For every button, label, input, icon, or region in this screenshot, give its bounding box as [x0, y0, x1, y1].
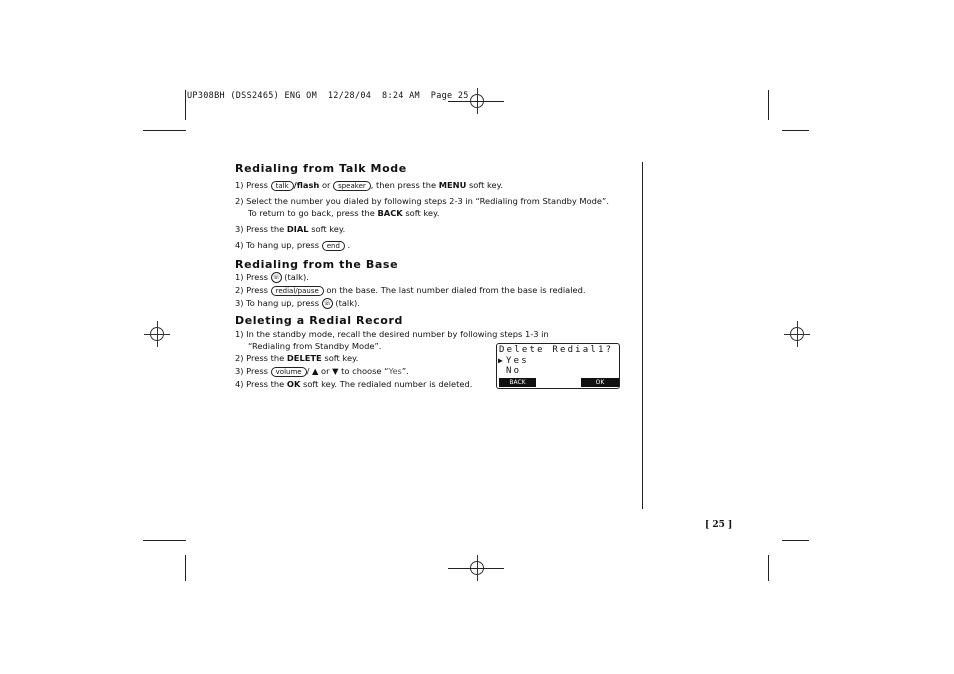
step-2: 2) Press the DELETE soft key.	[235, 353, 359, 363]
step-2-cont: To return to go back, press the BACK soft key.	[248, 208, 440, 218]
crop-mark	[768, 555, 769, 581]
section-title-base: Redialing from the Base	[235, 258, 399, 271]
section-title-talk-mode: Redialing from Talk Mode	[235, 162, 407, 175]
talk-button-icon: ☏	[323, 300, 331, 307]
lcd-option-yes: Yes	[506, 356, 529, 366]
step-2: 2) Press redial/pause on the base. The last number dialed from the base is redialed.	[235, 285, 586, 295]
speaker-key-icon: speaker	[333, 181, 371, 191]
step-1: 1) In the standby mode, recall the desired number by following steps 1-3 in	[235, 329, 549, 339]
print-slug-header: UP308BH (DSS2465) ENG OM 12/28/04 8:24 AM Page 25	[187, 91, 469, 101]
lcd-softkey-ok: OK	[581, 378, 619, 387]
step-1: 1) Press talk /flash or speaker , then press the MENU soft key.	[235, 180, 503, 190]
page-number: [ 25 ]	[705, 520, 733, 530]
registration-mark-right	[784, 321, 810, 347]
step-3: 3) Press the DIAL soft key.	[235, 224, 346, 234]
step-4: 4) To hang up, press end .	[235, 240, 351, 250]
lcd-title: Delete Redial1?	[499, 345, 614, 355]
end-key-icon: end	[322, 241, 345, 251]
redial-pause-key-icon: redial/pause	[271, 286, 324, 296]
lcd-display	[496, 343, 620, 389]
crop-mark	[185, 555, 186, 581]
crop-mark	[143, 540, 186, 541]
lcd-cursor-icon: ▶	[498, 356, 503, 365]
crop-mark	[185, 90, 186, 120]
step-2: 2) Select the number you dialed by following steps 2-3 in “Redialing from Standby Mode”.	[235, 196, 609, 206]
crop-mark	[143, 130, 186, 131]
crop-mark	[768, 90, 769, 120]
talk-key-icon: talk	[271, 181, 294, 191]
registration-mark-left	[144, 321, 170, 347]
crop-mark	[782, 130, 809, 131]
section-title-delete: Deleting a Redial Record	[235, 314, 403, 327]
crop-mark	[448, 568, 504, 569]
step-1: 1) Press ☏ (talk).	[235, 272, 309, 282]
step-3: 3) To hang up, press ☏ (talk).	[235, 298, 360, 308]
volume-key-icon: volume	[271, 367, 307, 377]
step-1-cont: “Redialing from Standby Mode”.	[248, 341, 382, 351]
step-3: 3) Press volume / ▲ or ▼ to choose “Yes”.	[235, 366, 409, 376]
step-4: 4) Press the OK soft key. The redialed number is deleted.	[235, 379, 473, 389]
crop-mark	[782, 540, 809, 541]
lcd-option-no: No	[506, 366, 522, 376]
crop-mark	[448, 101, 504, 102]
talk-button-icon: ☏	[272, 274, 280, 281]
lcd-softkey-back: BACK	[499, 378, 536, 387]
column-rule	[642, 162, 643, 509]
